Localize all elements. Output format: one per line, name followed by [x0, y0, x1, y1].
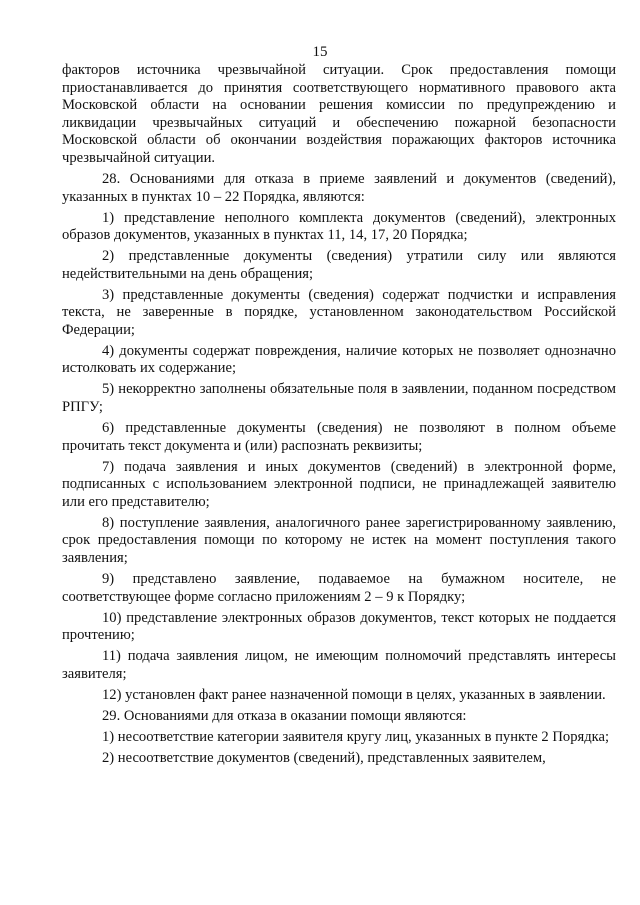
list-item-28-1: 1) представление неполного комплекта документов (сведений), электронных образов документов, указанных в пунктах 11, 14, 17, 20 Порядка;	[62, 209, 616, 244]
list-item-28-9: 9) представлено заявление, подаваемое на бумажном носителе, не соответствующее форме согласно приложениям 2 – 9 к Порядку;	[62, 570, 616, 605]
list-item-28-6: 6) представленные документы (сведения) не позволяют в полном объеме прочитать текст документа и (или) распознать реквизиты;	[62, 420, 616, 454]
paragraph-28: 28. Основаниями для отказа в приеме заявлений и документов (сведений), указанных в пунктах 10 – 22 Порядка, являются:	[62, 170, 616, 205]
list-item-28-4: 4) документы содержат повреждения, наличие которых не позволяет однозначно истолковать их содержание;	[62, 342, 616, 377]
list-item-28-3: 3) представленные документы (сведения) содержат подчистки и исправления текста, не заверенные в порядке, установленном законодательством Российской Федерации;	[62, 286, 616, 338]
list-item-28-5: 5) некорректно заполнены обязательные поля в заявлении, поданном посредством РПГУ;	[62, 381, 616, 416]
document-body	[62, 62, 616, 771]
list-item-29-2: 2) несоответствие документов (сведений), представленных заявителем,	[102, 749, 546, 766]
paragraph-29: 29. Основаниями для отказа в оказании помощи являются:	[102, 707, 467, 724]
list-item-28-10: 10) представление электронных образов документов, текст которых не поддается прочтению;	[62, 609, 616, 644]
list-item-29-1: 1) несоответствие категории заявителя кругу лиц, указанных в пункте 2 Порядка;	[102, 728, 610, 745]
list-item-28-11: 11) подача заявления лицом, не имеющим полномочий представлять интересы заявителя;	[62, 648, 616, 682]
paragraph-continuation: факторов источника чрезвычайной ситуации. Срок предоставления помощи приостанавливается до принятия соответствующего нормативного правового акта Московской области на основании решения комиссии по предупреждению и ликвидации чрезвычайных ситуаций и обеспечению пожарной безопасности Московской области об окончании воздействия поражающих факторов источника чрезвычайной ситуации.	[62, 62, 616, 166]
list-item-28-12: 12) установлен факт ранее назначенной помощи в целях, указанных в заявлении.	[102, 686, 606, 703]
list-item-28-8: 8) поступление заявления, аналогичного ранее зарегистрированному заявлению, срок предоставления помощи по которому не истек на момент поступления такого заявления;	[62, 514, 616, 566]
list-item-28-7: 7) подача заявления и иных документов (сведений) в электронной форме, подписанных с использованием электронной подписи, не принадлежащей заявителю или его представителю;	[62, 458, 616, 510]
list-item-28-2: 2) представленные документы (сведения) утратили силу или являются недействительными на день обращения;	[62, 248, 616, 282]
page-number: 15	[312, 44, 328, 60]
